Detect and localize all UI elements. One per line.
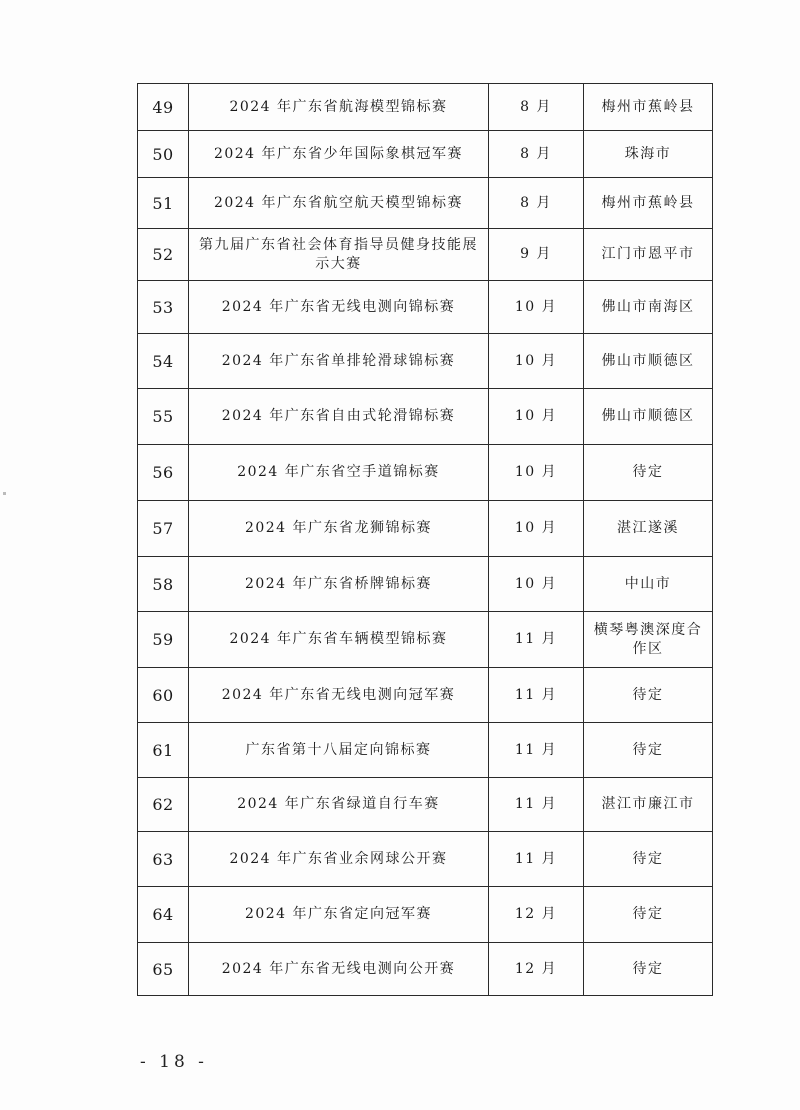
event-name: 2024 年广东省空手道锦标赛 xyxy=(189,445,489,501)
event-name: 2024 年广东省无线电测向冠军赛 xyxy=(189,668,489,723)
event-month: 10 月 xyxy=(489,557,584,612)
table-row xyxy=(138,178,713,229)
event-location: 待定 xyxy=(584,832,713,887)
event-schedule-table xyxy=(137,83,713,996)
row-number: 59 xyxy=(138,612,189,668)
row-number: 61 xyxy=(138,723,189,778)
event-name: 2024 年广东省无线电测向公开赛 xyxy=(189,943,489,996)
table-row xyxy=(138,389,713,445)
table-row xyxy=(138,334,713,389)
event-name: 2024 年广东省单排轮滑球锦标赛 xyxy=(189,334,489,389)
event-month: 11 月 xyxy=(489,612,584,668)
table-row xyxy=(138,723,713,778)
event-location: 湛江遂溪 xyxy=(584,501,713,557)
table-row xyxy=(138,668,713,723)
event-location: 湛江市廉江市 xyxy=(584,778,713,832)
event-month: 11 月 xyxy=(489,668,584,723)
event-name: 2024 年广东省桥牌锦标赛 xyxy=(189,557,489,612)
event-name: 2024 年广东省无线电测向锦标赛 xyxy=(189,281,489,334)
event-name: 第九届广东省社会体育指导员健身技能展示大赛 xyxy=(189,229,489,281)
event-month: 10 月 xyxy=(489,281,584,334)
event-month: 11 月 xyxy=(489,778,584,832)
event-name: 2024 年广东省绿道自行车赛 xyxy=(189,778,489,832)
event-month: 10 月 xyxy=(489,501,584,557)
row-number: 55 xyxy=(138,389,189,445)
row-number: 64 xyxy=(138,887,189,943)
event-location: 中山市 xyxy=(584,557,713,612)
event-name: 2024 年广东省业余网球公开赛 xyxy=(189,832,489,887)
row-number: 50 xyxy=(138,131,189,178)
event-location: 佛山市顺德区 xyxy=(584,334,713,389)
event-name: 2024 年广东省自由式轮滑锦标赛 xyxy=(189,389,489,445)
row-number: 65 xyxy=(138,943,189,996)
event-month: 10 月 xyxy=(489,445,584,501)
table-row xyxy=(138,229,713,281)
table-row xyxy=(138,131,713,178)
table-row xyxy=(138,887,713,943)
row-number: 52 xyxy=(138,229,189,281)
row-number: 54 xyxy=(138,334,189,389)
scan-mark xyxy=(3,492,6,495)
row-number: 53 xyxy=(138,281,189,334)
event-month: 11 月 xyxy=(489,832,584,887)
table-row xyxy=(138,832,713,887)
event-name: 2024 年广东省定向冠军赛 xyxy=(189,887,489,943)
event-month: 10 月 xyxy=(489,334,584,389)
row-number: 57 xyxy=(138,501,189,557)
event-location: 待定 xyxy=(584,943,713,996)
event-location: 待定 xyxy=(584,887,713,943)
event-month: 12 月 xyxy=(489,943,584,996)
event-month: 9 月 xyxy=(489,229,584,281)
table-row xyxy=(138,84,713,131)
event-name: 2024 年广东省车辆模型锦标赛 xyxy=(189,612,489,668)
event-name: 广东省第十八届定向锦标赛 xyxy=(189,723,489,778)
row-number: 62 xyxy=(138,778,189,832)
row-number: 58 xyxy=(138,557,189,612)
table-row xyxy=(138,557,713,612)
row-number: 51 xyxy=(138,178,189,229)
table-row xyxy=(138,445,713,501)
event-month: 8 月 xyxy=(489,178,584,229)
event-location: 待定 xyxy=(584,445,713,501)
table-row xyxy=(138,501,713,557)
table-row xyxy=(138,612,713,668)
event-location: 佛山市南海区 xyxy=(584,281,713,334)
event-month: 11 月 xyxy=(489,723,584,778)
event-location: 横琴粤澳深度合作区 xyxy=(584,612,713,668)
event-location: 珠海市 xyxy=(584,131,713,178)
table-row xyxy=(138,943,713,996)
event-month: 8 月 xyxy=(489,131,584,178)
table-body xyxy=(138,84,713,996)
event-name: 2024 年广东省少年国际象棋冠军赛 xyxy=(189,131,489,178)
event-location: 佛山市顺德区 xyxy=(584,389,713,445)
table-row xyxy=(138,281,713,334)
row-number: 60 xyxy=(138,668,189,723)
event-location: 待定 xyxy=(584,723,713,778)
event-location: 梅州市蕉岭县 xyxy=(584,178,713,229)
event-name: 2024 年广东省龙狮锦标赛 xyxy=(189,501,489,557)
table-row xyxy=(138,778,713,832)
event-name: 2024 年广东省航海模型锦标赛 xyxy=(189,84,489,131)
row-number: 49 xyxy=(138,84,189,131)
event-month: 8 月 xyxy=(489,84,584,131)
event-name: 2024 年广东省航空航天模型锦标赛 xyxy=(189,178,489,229)
event-location: 梅州市蕉岭县 xyxy=(584,84,713,131)
event-location: 江门市恩平市 xyxy=(584,229,713,281)
row-number: 63 xyxy=(138,832,189,887)
event-month: 10 月 xyxy=(489,389,584,445)
event-month: 12 月 xyxy=(489,887,584,943)
event-location: 待定 xyxy=(584,668,713,723)
page-number: - 18 - xyxy=(140,1052,208,1072)
row-number: 56 xyxy=(138,445,189,501)
